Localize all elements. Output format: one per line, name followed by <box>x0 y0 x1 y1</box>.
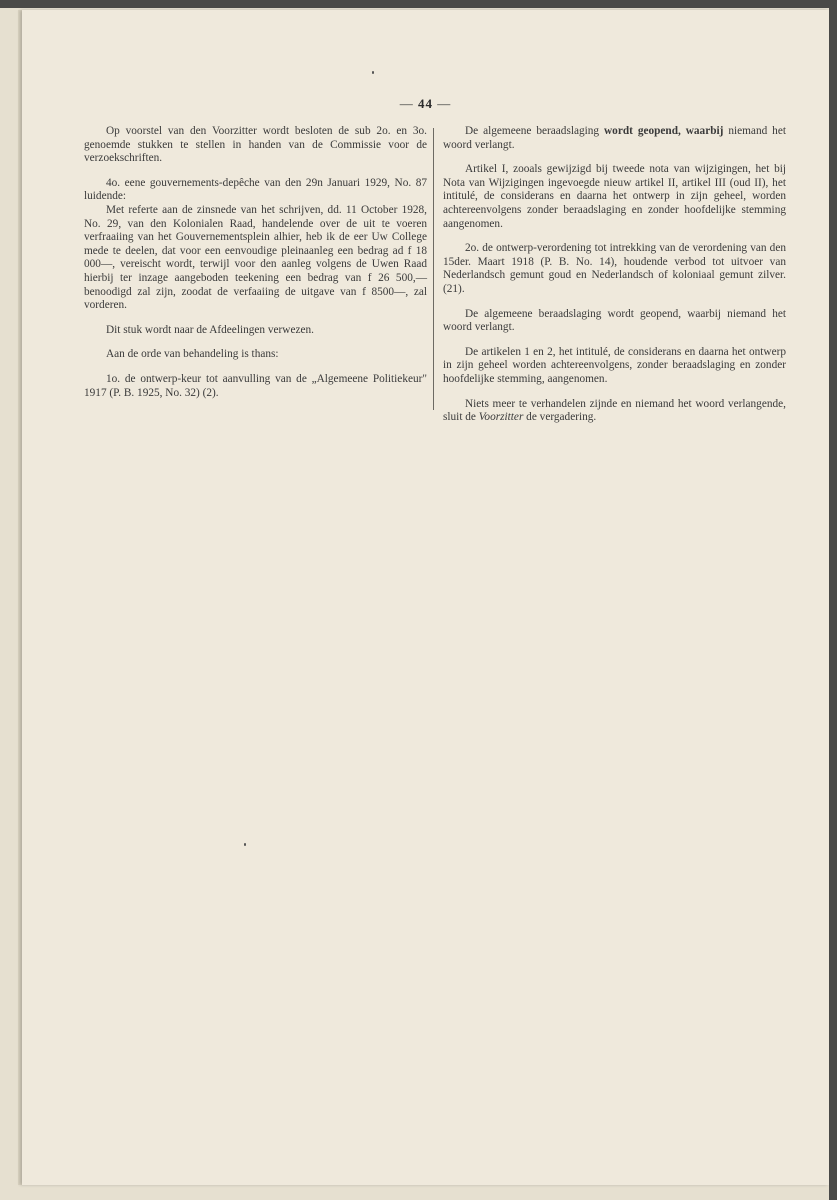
italic-text: Voorzitter <box>478 411 524 424</box>
page-number: — 44 — <box>399 96 452 111</box>
paper-speck <box>244 843 246 846</box>
paragraph <box>443 398 786 425</box>
left-column <box>84 125 427 411</box>
text-span: De algemeene beraadslaging <box>465 125 605 137</box>
paragraph: Artikel I, zooals gewijzigd bij tweede nota van wijzigingen, het bij Nota van Wijzigingen ingevoegde nieuw artikel II, artikel III (oud II), het intitulé, de considerans en daarna het ontwerp in zijn geheel, worden achtereenvolgens zonder beraadslaging en zonder hoofdelijke stemming aangenomen. <box>443 163 786 230</box>
paragraph: Aan de orde van behandeling is thans: <box>106 348 279 361</box>
paragraph: De artikelen 1 en 2, het intitulé, de considerans en daarna het ontwerp in zijn geheel worden achtereenvolgens, zonder beraadslaging en zonder hoofdelijke stemming, aangenomen. <box>443 345 786 385</box>
document-page <box>22 10 829 1185</box>
paragraph: Dit stuk wordt naar de Afdeelingen verwezen. <box>106 323 314 336</box>
text-span: niemand het woord verlangt. <box>443 125 786 151</box>
paragraph: 2o. de ontwerp-verordening tot intrekking van de verordening van den 15der. Maart 1918 (P. B. No. 14), houdende verbod tot uitvoer van Nederlandsch gemunt goud en Nederlandsch of koloniaal gemunt zilver. (21). <box>443 242 786 295</box>
paragraph: Op voorstel van den Voorzitter wordt besloten de sub 2o. en 3o. genoemde stukken te stellen in handen van de Commissie voor de verzoekschriften. <box>84 125 427 165</box>
column-divider <box>433 128 434 410</box>
paragraph: 4o. eene gouvernements-depêche van den 29n Januari 1929, No. 87 luidende: <box>84 176 427 203</box>
paragraph: Met referte aan de zinsnede van het schrijven, dd. 11 October 1928, No. 29, van den Kolonialen Raad, handelende over de uit te voeren verfraaiing van het Gouvernementsplein alhier, heb ik de eer Uw College mede te deelen, dat voor een eenvoudige pleinaanleg een bedrag ad f 18 000—, vereischt wordt, terwijl voor den aanleg volgens de Uwen Raad hierbij ter inzage aangeboden teekening een bedrag van f 26 500,— benoodigd zal zijn, zoodat de verfaaiing de uitgave van f 8500—, zal vorderen. <box>84 203 427 312</box>
paragraph: De algemeene beraadslaging wordt geopend, waarbij niemand het woord verlangt. <box>443 307 786 334</box>
paragraph: 1o. de ontwerp-keur tot aanvulling van de „Algemeene Politiekeur" 1917 (P. B. 1925, No. 32) (2). <box>84 372 427 399</box>
right-column <box>443 125 786 436</box>
paper-speck <box>372 71 374 74</box>
bold-text: wordt geopend, waarbij <box>604 125 724 137</box>
text-span: de vergadering. <box>523 411 597 424</box>
text-span: Niets meer te verhandelen zijnde en niemand het woord verlangende, sluit de <box>443 397 786 424</box>
page-number-value: 44 <box>418 96 433 111</box>
paragraph <box>443 125 786 152</box>
